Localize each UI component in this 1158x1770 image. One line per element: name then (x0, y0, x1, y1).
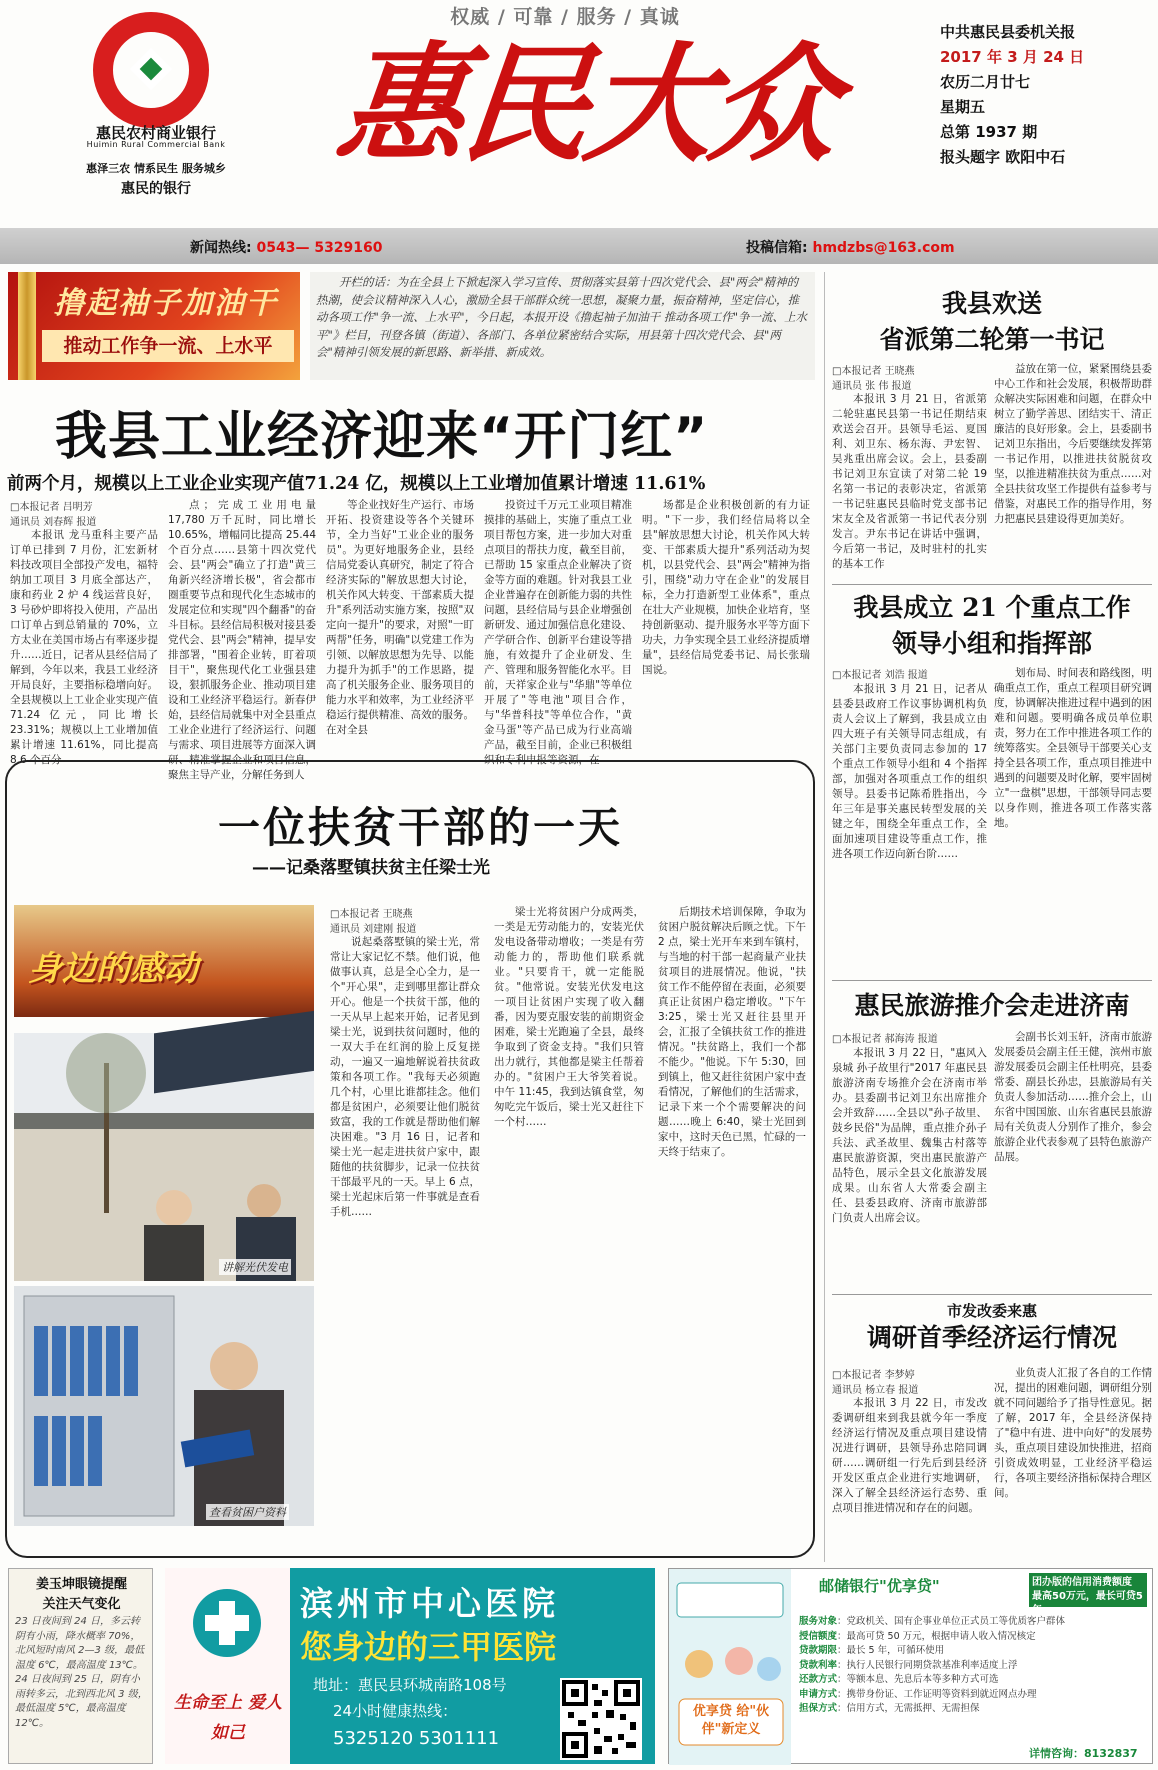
hotline-number[interactable]: 0543— 5329160 (256, 240, 383, 256)
hotline-label: 新闻热线: (190, 240, 257, 256)
story3-byline: □本报记者 郝海涛 报道 (832, 1034, 938, 1045)
row-value: 信用方式，无需抵押、无需担保 (846, 1703, 980, 1714)
row-key: 申请方式 (799, 1688, 838, 1700)
story1-column-1 (832, 392, 987, 578)
story1-title-line2: 省派第二轮第一书记 (879, 325, 1105, 354)
row-value: 党政机关、国有企事业单位正式员工等优质客户群体 (846, 1616, 1066, 1627)
story4-kicker: 市发改委来惠 (946, 1302, 1037, 1320)
banner-subtitle: 推动工作争一流、上水平 (42, 330, 294, 362)
photo-caption-1: 讲解光伏发电 (219, 1259, 291, 1275)
story2-title[interactable] (832, 590, 1152, 662)
lead-headline[interactable]: 我县工业经济迎来“开门红” (55, 407, 709, 467)
postal-ad-details (799, 1615, 1147, 1717)
story2-byline: □本报记者 刘浩 报道 (832, 670, 928, 681)
hospital-logo-panel (165, 1568, 290, 1764)
banner-title: 撸起袖子加油干 (54, 286, 278, 321)
story1-title[interactable] (832, 286, 1152, 358)
story4-paragraph: 业负责人汇报了各自的工作情况，提出的困难问题，调研组分别就不同问题给予了指导性意见。据了解，2017 年，全县经济保持了"稳中有进、进中向好"的发展势头，重点项目建设加快推进，招商引资成效明显，工业经济平稳运行，各项主要经济指标保持合理区间。 (994, 1367, 1152, 1499)
hospital-phone-numbers[interactable]: 5325120 5301111 (333, 1728, 500, 1749)
lead-paragraph: 点；完成工业用电量 17,780 万千瓦时，同比增长 10.65%，增幅同比提高 25.44 个百分点……县第十四次党代会、县"两会"确立了打造"黄三角新兴经济增长极"，省会都市圈重要节点和现代化生态城市的发展定位和实现"四个翻番"的奋斗目标。县经信局积极对接县委党代会、县"两会"精神，提早安排部署，"围着企业转，盯着项目干"，聚焦现代化工业强县建设，狠抓服务企业、推动项目建设和工业经济平稳运行。新春伊始，县经信局就集中对全县重点工业企业进行了经济运行、问题与需求、项目进展等方面深入调研、精准掌握企业和项目信息，聚焦主导产业，分解任务到人 (168, 499, 316, 781)
photo-solar-explanation (14, 1033, 314, 1281)
lead-paragraph: 本报讯 龙马重科主要产品订单已排到 7 月份，汇宏新材料技改项目全部投产发电，福特纳加工项目 3 月底全部达产，康和药业 2 炉 4 线运营良好，3 号砂炉即将投入使用，产品出口订单占到总销量的 70%，立方太业在美国市场占有率逐步提升……近日，记者从县经信局了解到，今年以来，我县工业经济开局良好，主要指标稳增向好。全县规模以上工业企业实现产值 71.24 亿元，同比增长 23.31%；规模以上工业增加值累计增速 11.61%，同比提高 8.6 个百分 (10, 529, 158, 766)
feature-column-2 (494, 905, 644, 1547)
story2-paragraph: 本报讯 3 月 21 日，记者从县委县政府工作议事协调机构负责人会议上了解到，我县成立由四大班子有关领导同志组成，有关部门主要负责同志参加的 17 个重点工作领导小组和 4 个指挥部，加强对各项重点工作的组织领导。县委书记陈希胜指出，今年三年是事关惠民转型发展的关键之年，围绕全年重点工作，全面加速项目建设等重点工作，推进各项工作迈向新台阶…… (832, 683, 987, 860)
lead-subhead: 前两个月，规模以上工业企业实现产值71.24 亿，规模以上工业增加值累计增速 11.61% (7, 474, 706, 494)
story-divider (832, 584, 1152, 585)
row-value: 携带身份证、工作证明等资料到就近网点办理 (846, 1688, 1037, 1700)
story2-title-line2: 领导小组和指挥部 (891, 629, 1092, 658)
hospital-hotline-label: 24小时健康热线： (333, 1702, 458, 1720)
row-value: 等额本息、先息后本等多种方式可选 (846, 1674, 999, 1685)
bank-name: 惠民农村商业银行 (95, 124, 216, 142)
postal-ad-title: 邮储银行"优享贷" (819, 1577, 940, 1595)
lead-column-3 (326, 498, 474, 753)
story3-paragraph: 本报讯 3 月 22 日，"惠风入泉城 孙子故里行"2017 年惠民县旅游济南专场推介会在济南市举办。县委副书记刘卫东出席推介会并致辞……全县以"孙子故里、鼓乡民俗"为品牌，重点推介孙子兵法、武圣故里、魏集古村落等惠民旅游资源，突出惠民旅游产品特色，展示全县文化旅游发展成果。山东省人大常委会副主任、县委县政府、济南市旅游部门负责人出席会议。 (832, 1047, 987, 1224)
postal-ad-row: 申请方式：携带身份证、工作证明等资料到就近网点办理 (799, 1688, 1037, 1700)
lead-column-5 (642, 498, 810, 688)
email-address[interactable]: hmdzbs@163.com (812, 240, 955, 256)
story3-title[interactable]: 惠民旅游推介会走进济南 (854, 991, 1130, 1020)
story4-paragraph: 本报讯 3 月 22 日，市发改委调研组来到我县就今年一季度经济运行情况及重点项目建设情况进行调研，县领导孙忠陪同调研……调研组一行先后到县经济开发区重点企业进行实地调研，深入了解全县经济运行态势、重点项目推进情况和存在的问题。 (832, 1397, 987, 1514)
postal-ad-phone[interactable]: 详情咨询：8132837 (1029, 1747, 1138, 1760)
story1-title-line1: 我县欢送 (941, 289, 1042, 318)
story-divider (832, 980, 1152, 981)
hospital-name: 滨州市中心医院 (300, 1584, 559, 1623)
story1-byline: □本报记者 王晓燕 通讯员 张 伟 报道 (832, 366, 915, 392)
lunar-date: 农历二月廿七 (940, 73, 1031, 91)
story3-column-1 (832, 1046, 987, 1286)
publisher: 中共惠民县委机关报 (940, 23, 1076, 41)
postal-bank-ad[interactable] (668, 1568, 1153, 1764)
postal-ad-row: 服务对象：党政机关、国有企事业单位正式员工等优质客户群体 (799, 1616, 1066, 1627)
hospital-motto: 生命至上 爱人如己 (174, 1693, 282, 1743)
story3-paragraph: 会副书长刘玉轩，济南市旅游发展委员会副主任王健，滨州市旅游发展委员会副主任杜明亮，县委常委、副县长孙忠，县旅游局有关负责人参加活动……推介会上，山东省中国国旅、山东省惠民县旅游局有关负责人分别作了推介，参会旅游企业代表参观了县特色旅游产品展。 (994, 1031, 1152, 1163)
photo-reviewing-files (14, 1286, 314, 1526)
lead-column-1 (10, 528, 158, 766)
postal-ad-illustration (669, 1569, 791, 1765)
row-key: 授信额度 (799, 1630, 838, 1642)
hospital-slogan: 您身边的三甲医院 (300, 1628, 557, 1666)
hospital-cross-icon (165, 1568, 290, 1678)
weekday: 星期五 (940, 98, 986, 116)
lead-column-4 (484, 498, 632, 766)
qr-code-icon[interactable] (560, 1678, 642, 1760)
column-intro: 开栏的话：为在全县上下掀起深入学习宣传、贯彻落实县第十四次党代会、县"两会"精神的热潮，使会议精神深入人心，激励全县干部群众统一思想，凝聚力量，振奋精神，坚定信心，推动各项工作"争一流、上水平"，今日起，本报开设《撸起袖子加油干 推动各项工作"争一流、上水平"》栏目，刊登各镇（街道）、各部门、各单位紧密结合实际，用县第十四次党代会、县"两会"精神引领发展的新思路、新举措、新成效。 (310, 272, 815, 380)
lead-paragraph: 投资过千万元工业项目精准摸排的基础上，实施了重点工业项目帮包方案，进一步加大对重点项目的帮扶力度，截至目前，已帮助 15 家重点企业解决了资金等方面的难题。针对我县工业企业普遍存在创新能力弱的共性问题，县经信局与县企业增强创新研发、通过加强信息化建设、产学研合作、创新平台建设等措施，有效提升了企业研发、生产、管理和服务智能化水平。目前，天祥家企业与"华鼎"等单位开展了"等电池"项目合作，与"华普科技"等单位合作，"黄金马蛋"等产品已成为行业高端产品，截至目前，企业已积极组织和专利申报等资源，在 (484, 499, 632, 766)
hospital-ad[interactable] (165, 1568, 655, 1764)
photo-caption-2: 查看贫困户资料 (206, 1504, 289, 1520)
hotline-bar (0, 228, 1158, 264)
feature-column-1 (330, 935, 480, 1547)
issue-number: 总第 1937 期 (940, 123, 1038, 141)
postal-ad-row: 贷款期限：最长 5 年，可循环使用 (799, 1645, 945, 1656)
submission-email (746, 237, 955, 257)
bank-slogan: 惠泽三农 情系民生 服务城乡 (86, 162, 226, 175)
pillar-decoration (18, 272, 36, 380)
tagline: 权威 / 可靠 / 服务 / 真诚 (450, 6, 680, 28)
story4-column-2 (994, 1366, 1152, 1558)
row-key: 贷款期限 (799, 1645, 838, 1656)
story2-column-1 (832, 682, 987, 972)
bank-logo (90, 14, 212, 126)
lead-paragraph: 场都是企业积极创新的有力证明。"下一步，我们经信局将以全县"解放思想大讨论，机关作风大转变、干部素质大提升"系列活动为契机，以县党代会、县"两会"精神为指引，围绕"动力守在企业"的发展目标，全力打造新型工业体系"，重点在壮大产业规模，加快企业培育，坚持创新驱动、提升服务水平等方面下功夫，力争实现全县工业经济提质增量"，县经信局党委书记、局长张瑞国说。 (642, 499, 810, 676)
row-key: 还款方式 (799, 1674, 838, 1685)
story4-column-1 (832, 1396, 987, 1558)
row-value: 执行人民银行同期贷款基准利率适度上浮 (846, 1659, 1018, 1671)
postal-ad-row: 授信额度：最高可贷 50 万元，根据申请人收入情况核定 (799, 1630, 1036, 1642)
feature-byline: □本报记者 王晓燕 通讯员 刘建刚 报道 (330, 909, 417, 935)
story2-column-2 (994, 666, 1152, 972)
story-divider (832, 1294, 1152, 1295)
weather-heading: 关注天气变化 (42, 1597, 121, 1612)
feature-title[interactable]: 一位扶贫干部的一天 (218, 803, 624, 852)
row-key: 担保方式 (799, 1703, 838, 1714)
bank-name-en: Huimin Rural Commercial Bank (86, 140, 226, 149)
postal-ad-row: 担保方式：信用方式，无需抵押、无需担保 (799, 1703, 980, 1714)
row-key: 服务对象 (799, 1616, 838, 1627)
feature-banner-image (14, 905, 314, 1017)
email-label: 投稿信箱: (746, 240, 813, 256)
story1-paragraph: 益放在第一位，紧紧围绕县委中心工作和社会发展，积极帮助群众解决实际困难和问题，在群众中树立了勤学善思、团结实干、清正廉洁的良好形象。会上，县委副书记刘卫东指出，今后要继续发挥第一书记作用，以推进扶贫脱贫攻坚，以推进精准扶贫为重点……对全县扶贫攻坚工作提供有益参考与借鉴，对惠民工作的指导作用，努力把惠民县建设得更加美好。 (994, 363, 1152, 525)
lead-byline: □本报记者 吕明芳 通讯员 刘春辉 报道 (10, 502, 97, 528)
weather-forecast: 23 日夜间到 24 日，多云转阴有小雨，降水概率 70%，北风短时南风 2—3 级，最低温度 6℃，最高温度 13℃。24 日夜间到 25 日，阴有小雨转多云，北到西北风 3 级，最低温度 5℃，最高温度 12℃。 (15, 1616, 148, 1729)
feature-subtitle: ——记桑落墅镇扶贫主任梁士光 (252, 858, 490, 878)
lead-paragraph: 等企业找好生产运行、市场开拓、投资建设等各个关键环节，全力当好"工业企业的服务员"。为更好地服务企业，县经信局党委认真研究，制定了符合经济实际的"解放思想大讨论，机关作风大转变、干部素质大提升"系列活动实施方案，按照"双定向一提升"的要求，对照"一盯两帮"任务，明确"以党建工作为引领、以解放思想为先导、以能力提升为抓手"的工作思路，提高了机关服务企业、服务项目的能力水平和效率，为工业经济平稳运行提供精准、高效的服务。在对全县 (326, 499, 474, 736)
feature-banner-text: 身边的感动 (28, 949, 198, 989)
postal-ad-row: 贷款利率：执行人民银行同期贷款基准利率适度上浮 (799, 1659, 1018, 1671)
row-value: 最高可贷 50 万元，根据申请人收入情况核定 (846, 1630, 1036, 1642)
story3-column-2 (994, 1030, 1152, 1286)
weather-sponsor: 姜玉坤眼镜提醒 (35, 1577, 127, 1592)
postal-ad-row: 还款方式：等额本息、先息后本等多种方式可选 (799, 1674, 999, 1685)
feature-column-3 (658, 905, 806, 1547)
publication-info (940, 20, 1140, 170)
column-divider (824, 272, 825, 1562)
feature-paragraph: 后期技术培训保障，争取为贫困户脱贫解决后顾之忧。下午 2 点，梁士光开车来到车镇村，与当地的村干部一起商量产业扶贫项目的进展情况。他说，"扶贫工作不能停留在表面，必须要真正让贫困户稳定增收。"下午 3:25，梁士光又赶往县里开会，汇报了全镇扶贫工作的推进情况。"扶贫路上，我们一个都不能少。"他说。下午 5:30，回到镇上，他又赶往贫困户家中查看情况，了解他们的生活需求，记录下来一个个需要解决的问题……晚上 6:40，梁士光回到家中，这时天色已黑，忙碌的一天终于结束了。 (658, 906, 806, 1158)
story2-title-line1: 我县成立 21 个重点工作 (853, 593, 1131, 622)
bank-slogan-2: 惠民的银行 (121, 181, 191, 197)
lead-column-2 (168, 498, 316, 781)
postal-ad-badge: 团办版的信用消费额度 最高50万元，最长可贷5年 (1029, 1573, 1147, 1607)
feature-paragraph: 梁士光将贫困户分成两类，一类是无劳动能力的，安装光伏发电设备带动增收；一类是有劳动能力的，帮助他们联系就业。"只要肯干，就一定能脱贫。"他常说。安装光伏发电这一项目让贫困户实现了收入翻番，因为要克服安装的前期资金困难，梁士光跑遍了全县，最终争取到了资金支持。"我们只管出力就行，其他都是梁主任帮着办的。"贫困户王大爷笑着说。中午 11:45，我到达镇食堂，匆匆吃完午饭后，梁士光又赶往下一个村…… (494, 906, 644, 1128)
story4-byline: □本报记者 李梦婷 通讯员 杨立春 报道 (832, 1370, 919, 1396)
row-key: 贷款利率 (799, 1659, 838, 1671)
story1-paragraph: 本报讯 3 月 21 日，省派第二轮驻惠民县第一书记任期结束欢送会召开。县领导毛运、夏国利、刘卫东、杨东海、尹宏智、吴兆重出席会议。会上，县委副书记刘卫东宣读了对第二轮 19 名第一书记的表彰决定，省派第一书记驻惠民县临时党支部书记宋友全及省派第一书记代表分别发言。尹东书记在讲话中强调，今后第一书记，及时驻村的扎实的基本工作 (832, 393, 987, 570)
row-value: 最长 5 年，可循环使用 (846, 1645, 945, 1656)
story2-paragraph: 划布局、时间表和路线图，明确重点工作，重点工程项目研究调度，协调解决推进过程中遇到的困难和问题。要明确各成员单位职责，努力在工作中推进各项工作的统筹落实。全县领导干部要关心支持全县各项工作，重点项目推进中遇到的问题要及时化解，要牢固树立"一盘棋"思想，干部领导同志要以身作则，推进各项工作落实落地。 (994, 667, 1152, 829)
story4-title[interactable]: 调研首季经济运行情况 (866, 1323, 1117, 1352)
news-hotline (190, 237, 383, 257)
hospital-address: 地址：惠民县环城南路108号 (313, 1676, 507, 1694)
feature-paragraph: 说起桑落墅镇的梁士光，常常让大家记忆不禁。他们说，他做事认真，总是全心全力，是一个"开心果"，走到哪里都让群众开心。他是一个扶贫干部，他的一天从早上起来开始，记者见到梁士光，说到扶贫问题时，他的一双大手在红润的脸上反复搓动，一遍又一遍地解说着扶贫政策和各项工作。"我每天必须跑几个村，心里比谁都挂念。他们都是贫困户，必须要让他们脱贫致富，我的工作就是帮助他们解决困难。"3 月 16 日，记者和梁士光一起走进扶贫户家中，跟随他的扶贫脚步，记录一位扶贫干部最平凡的一天。早上 6 点，梁士光起床后第一件事就是查看手机…… (330, 936, 480, 1218)
calligraphy-credit: 报头题字 欧阳中石 (940, 148, 1066, 166)
postal-ad-slogan: 优享贷 给"伙伴"新定义 (692, 1704, 770, 1737)
story1-column-2 (994, 362, 1152, 578)
issue-date: 2017 年 3 月 24 日 (940, 48, 1085, 66)
weather-box (8, 1568, 153, 1764)
newspaper-title: 惠民大众 (330, 30, 842, 180)
column-banner (8, 272, 300, 380)
